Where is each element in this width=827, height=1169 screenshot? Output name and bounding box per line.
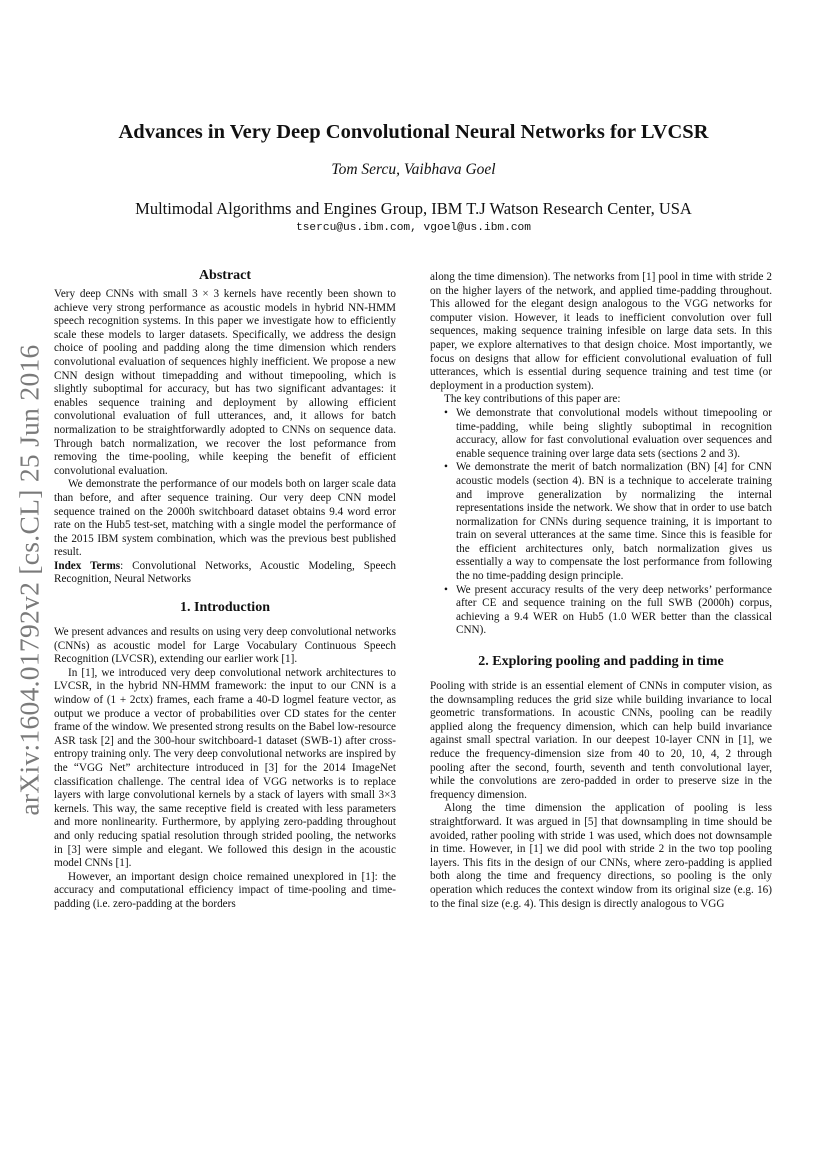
section-2-paragraph-2: Along the time dimension the application of pooling is less straightforward. It was argued in [5] that downsampling in time should be avoided, rather pooling with stride 1 was used, which does not downsample in time. However, in [1] we did pool with stride 2 in the two top pooling layers. This fits in the design of our CNNs, where zero-padding is applied both along the time and frequency directions, so pooling is the only operation which reduces the context window from its original size (e.g. 16) to the final size (e.g. 4). This design is directly analogous to VGG	[430, 802, 772, 910]
index-terms-text: : Convolutional Networks, Acoustic Modeling, Speech Recognition, Neural Networks	[54, 559, 396, 586]
arxiv-stamp-text: arXiv:1604.01792v2 [cs.CL] 25 Jun 2016	[14, 344, 46, 816]
paper-emails: tsercu@us.ibm.com, vgoel@us.ibm.com	[296, 222, 531, 234]
index-terms-label: Index Terms	[54, 559, 121, 572]
abstract-paragraph-2: We demonstrate the performance of our models both on larger scale data than before, and after sequence training. Our very deep CNN model sequence trained on the 2000h switchboard dataset obtains 9.4 word error rate on the Hub5 test-set, matching with a single model the performance of the 2015 IBM system combination, which was the previous best published result.	[54, 478, 396, 559]
introduction-heading: 1. Introduction	[180, 600, 270, 616]
abstract-heading: Abstract	[198, 268, 252, 283]
intro-paragraph-3: However, an important design choice remained unexplored in [1]: the accuracy and computational efficiency impact of time-pooling and time-padding (i.e. zero-padding at the borders	[54, 870, 396, 910]
intro-paragraph-1: We present advances and results on using very deep convolutional networks (CNNs) as acoustic model for Large Vocabulary Continuous Speech Recognition (LVCSR), extending our earlier work [1].	[54, 626, 396, 666]
paper-affiliation: Multimodal Algorithms and Engines Group, IBM T.J Watson Research Center, USA	[135, 199, 692, 218]
paper-title: Advances in Very Deep Convolutional Neural Networks for LVCSR	[118, 121, 709, 143]
arxiv-stamp	[6, 280, 54, 880]
intro-paragraph-2: In [1], we introduced very deep convolutional network architectures to LVCSR, in the hybrid NN-HMM framework: the input to our CNN is a window of (1 + 2ctx) frames, each frame a 40-D logmel feature vector, as output we produce a vector of probabilities over CD states for the center frame of the window. We presented strong results on the Babel low-resource ASR task [2] and the 300-hour switchboard-1 dataset (SWB-1) after cross-entropy training only. The very deep convolutional networks are inspired by the “VGG Net” architecture introduced in [3] for the 2014 ImageNet classification challenge. The central idea of VGG networks is to replace layers with large convolutional kernels by a stack of layers with small 3×3 kernels. This way, the same receptive field is created with less parameters and more nonlinearity. Furthermore, by applying zero-padding throughout and only reducing spatial resolution through strided pooling, the networks in [3] were simple and elegant. We followed this design in the acoustic model CNNs [1].	[54, 666, 396, 870]
section-2-heading: 2. Exploring pooling and padding in time	[478, 654, 724, 670]
list-item: • We demonstrate that convolutional models without timepooling or time-padding, while being slightly suboptimal in recognition accuracy, allow for fast convolutional evaluation over sequences and enable sequence training over large data sets (sections 2 and 3).	[444, 407, 772, 461]
left-column	[54, 268, 396, 912]
list-item: • We demonstrate the merit of batch normalization (BN) [4] for CNN acoustic models (section 4). BN is a technique to accelerate training and improve generalization by normalizing the internal representations inside the network. We show that in order to use batch normalization for CNNs during sequence training, it is important to train on several utterances at the same time. Since this is feasible for the efficient architectures only, batch normalization gives us essentially a way to compensate the lost performance from following the no time-padding design principle.	[444, 461, 772, 583]
contributions-list	[430, 407, 772, 638]
list-item: • We present accuracy results of the very deep networks’ performance after CE and sequence training on the full SWB (2000h) corpus, achieving a 9.4 WER on Hub5 (1.0 WER better than the classical CNN).	[444, 584, 772, 638]
section-2-paragraph-1: Pooling with stride is an essential element of CNNs in computer vision, as the downsampling reduces the grid size while building invariance to local geometric transformations. In acoustic CNNs, pooling can be readily applied along the frequency dimension, which can help build invariance against small spectral variation. In our deepest 10-layer CNN in [1], we reduce the frequency-dimension size from 40 to 20, 10, 4, 2 through pooling after the second, fourth, seventh and tenth convolutional layer, while the convolutions are zero-padded in order to preserve size in the frequency dimension.	[430, 680, 772, 801]
index-terms	[54, 560, 396, 587]
abstract-paragraph-1: Very deep CNNs with small 3 × 3 kernels have recently been shown to achieve very strong performance as acoustic models in hybrid NN-HMM speech recognition systems. In this paper we investigate how to efficiently scale these models to larger datasets. Specifically, we address the design choice of pooling and padding along the time dimension which renders convolutional evaluation of sequences highly inefficient. We propose a new CNN design without timepadding and without timepooling, which is slightly suboptimal for accuracy, but has two significant advantages: it enables sequence training and deployment by allowing efficient convolutional evaluation of full utterances, and, it allows for batch normalization to be straightforwardly adopted to CNNs on sequence data. Through batch normalization, we recover the lost peformance from removing the time-pooling, while keeping the benefit of efficient convolutional evaluation.	[54, 288, 396, 477]
intro-paragraph-3-continued: along the time dimension). The networks from [1] pool in time with stride 2 on the higher layers of the network, and applied time-padding throughout. This allowed for the elegant design analogous to the VGG networks for computer vision. However, it leads to inefficient convolution over full sequences, making sequence training infesible on large data sets. In this paper, we explore alternatives to that design choice. Most importantly, we focus on designs that allow for efficient convolutional evaluation of full utterances, which is essential during sequence training and test time (or deployment in a production system).	[430, 271, 772, 392]
right-column	[430, 271, 772, 911]
intro-paragraph-4: The key contributions of this paper are:	[444, 393, 621, 406]
paper-authors: Tom Sercu, Vaibhava Goel	[331, 161, 496, 178]
